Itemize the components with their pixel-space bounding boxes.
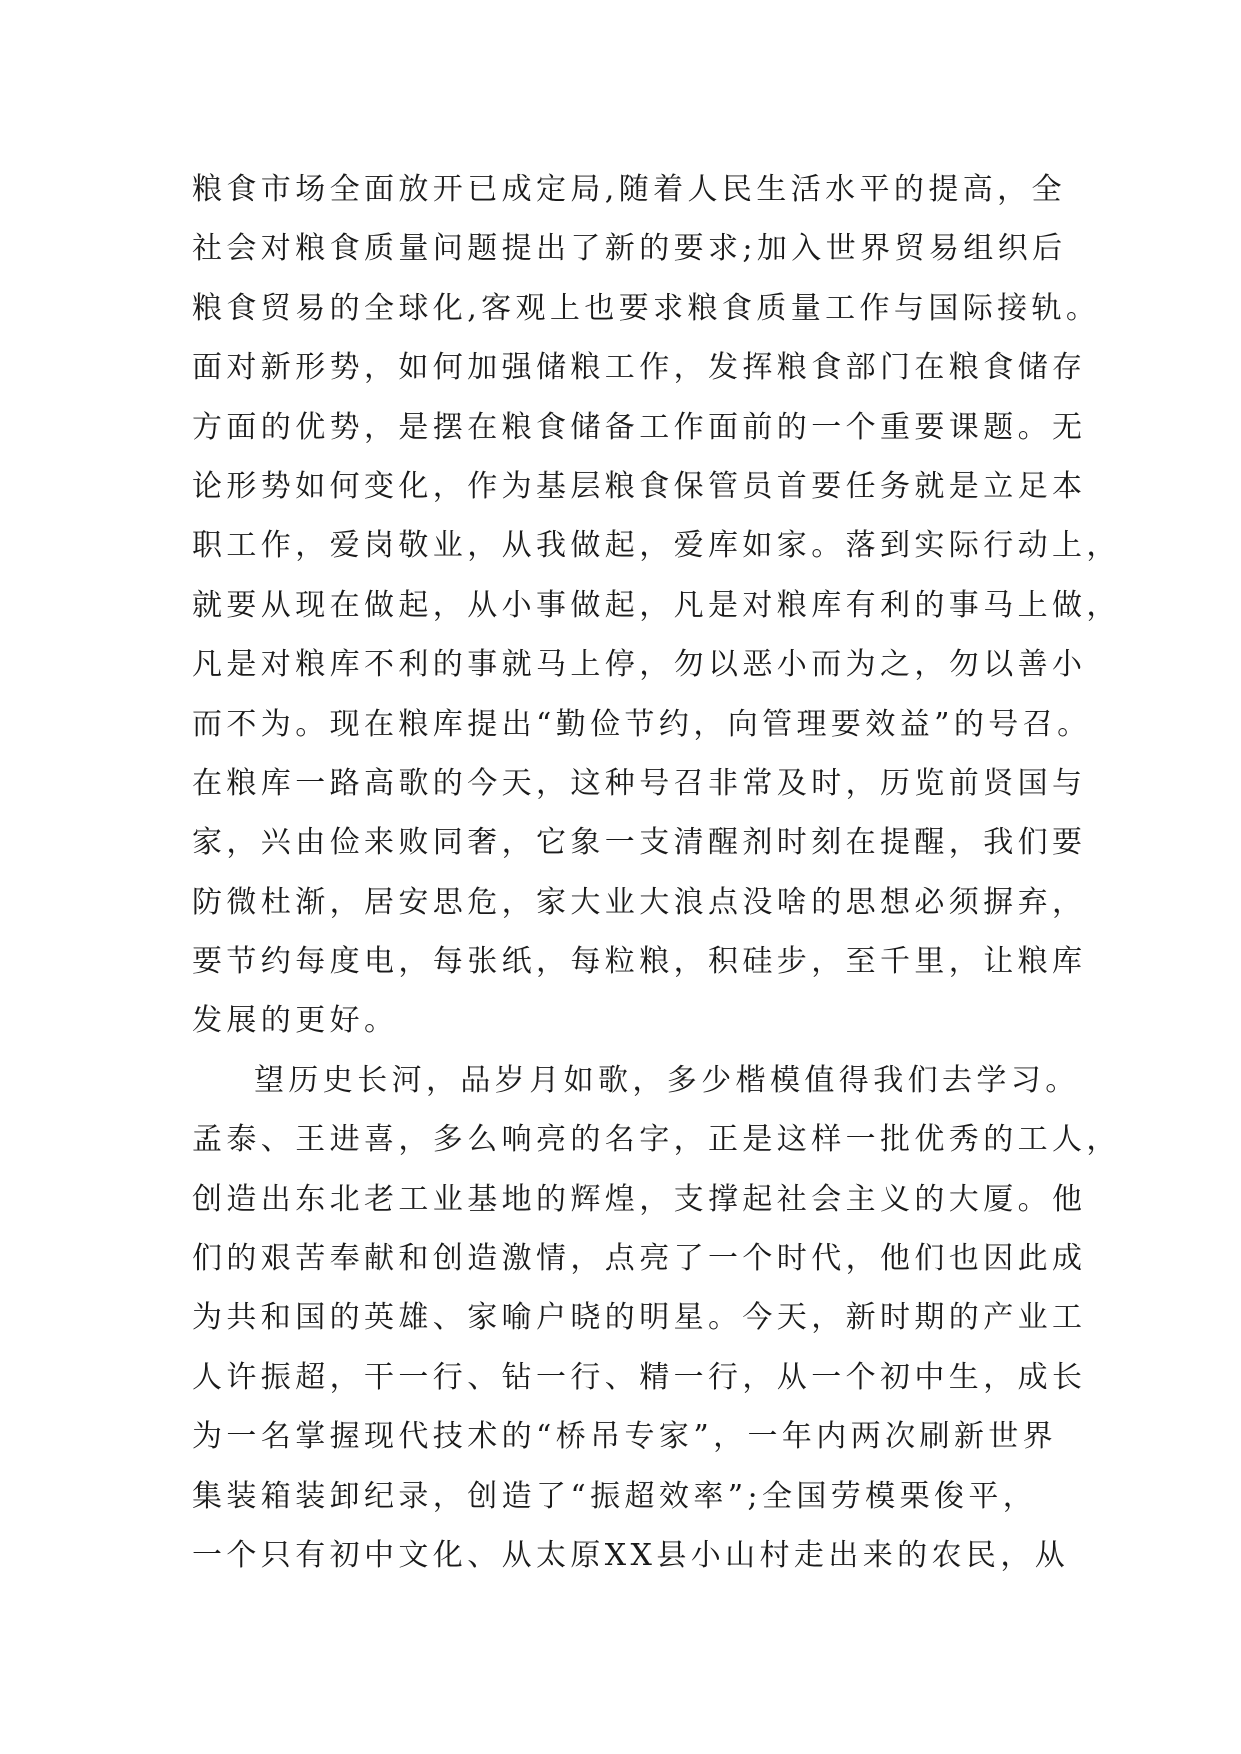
text-line: 们的艰苦奉献和创造激情，点亮了一个时代，他们也因此成 xyxy=(192,1241,1087,1277)
body-text xyxy=(192,160,1121,1585)
text-line: 粮食贸易的全球化,客观上也要求粮食质量工作与国际接轨。 xyxy=(192,290,1101,326)
text-line: 为一名掌握现代技术的“桥吊专家”，一年内两次刷新世界 xyxy=(192,1419,1058,1455)
text-line: 孟泰、王进喜，多么响亮的名字，正是这样一批优秀的工人， xyxy=(192,1122,1121,1158)
text-line: 要节约每度电，每张纸，每粒粮，积硅步，至千里，让粮库 xyxy=(192,944,1087,980)
text-line: 职工作，爱岗敬业，从我做起，爱库如家。落到实际行动上， xyxy=(192,528,1121,564)
text-line: 家，兴由俭来败同奢，它象一支清醒剂时刻在提醒，我们要 xyxy=(192,825,1087,861)
text-line: 防微杜渐，居安思危，家大业大浪点没啥的思想必须摒弃， xyxy=(192,884,1087,920)
text-line: 创造出东北老工业基地的辉煌，支撑起社会主义的大厦。他 xyxy=(192,1181,1087,1217)
text-line: 人许振超，干一行、钻一行、精一行，从一个初中生，成长 xyxy=(192,1359,1087,1395)
text-line: 为共和国的英雄、家喻户晓的明星。今天，新时期的产业工 xyxy=(192,1300,1087,1336)
text-line: 集装箱装卸纪录，创造了“振超效率”;全国劳模栗俊平， xyxy=(192,1478,1038,1514)
text-line: 发展的更好。 xyxy=(192,1003,399,1039)
text-line: 面对新形势，如何加强储粮工作，发挥粮食部门在粮食储存 xyxy=(192,350,1087,386)
text-line: 在粮库一路高歌的今天，这种号召非常及时，历览前贤国与 xyxy=(192,765,1087,801)
text-line: 粮食市场全面放开已成定局,随着人民生活水平的提高，全 xyxy=(192,172,1066,207)
text-line: 就要从现在做起，从小事做起，凡是对粮库有利的事马上做， xyxy=(192,587,1121,623)
text-line: 社会对粮食质量问题提出了新的要求;加入世界贸易组织后 xyxy=(192,231,1067,267)
text-line: 论形势如何变化，作为基层粮食保管员首要任务就是立足本 xyxy=(192,468,1087,504)
text-line: 一个只有初中文化、从太原XX县小山村走出来的农民，从 xyxy=(192,1537,1070,1573)
paragraph-start-line: 望历史长河，品岁月如歌，多少楷模值得我们去学习。 xyxy=(254,1062,1080,1098)
text-line: 而不为。现在粮库提出“勤俭节约，向管理要效益”的号召。 xyxy=(192,706,1092,742)
text-line: 凡是对粮库不利的事就马上停，勿以恶小而为之，勿以善小 xyxy=(192,647,1087,683)
text-line: 方面的优势，是摆在粮食储备工作面前的一个重要课题。无 xyxy=(192,409,1087,445)
